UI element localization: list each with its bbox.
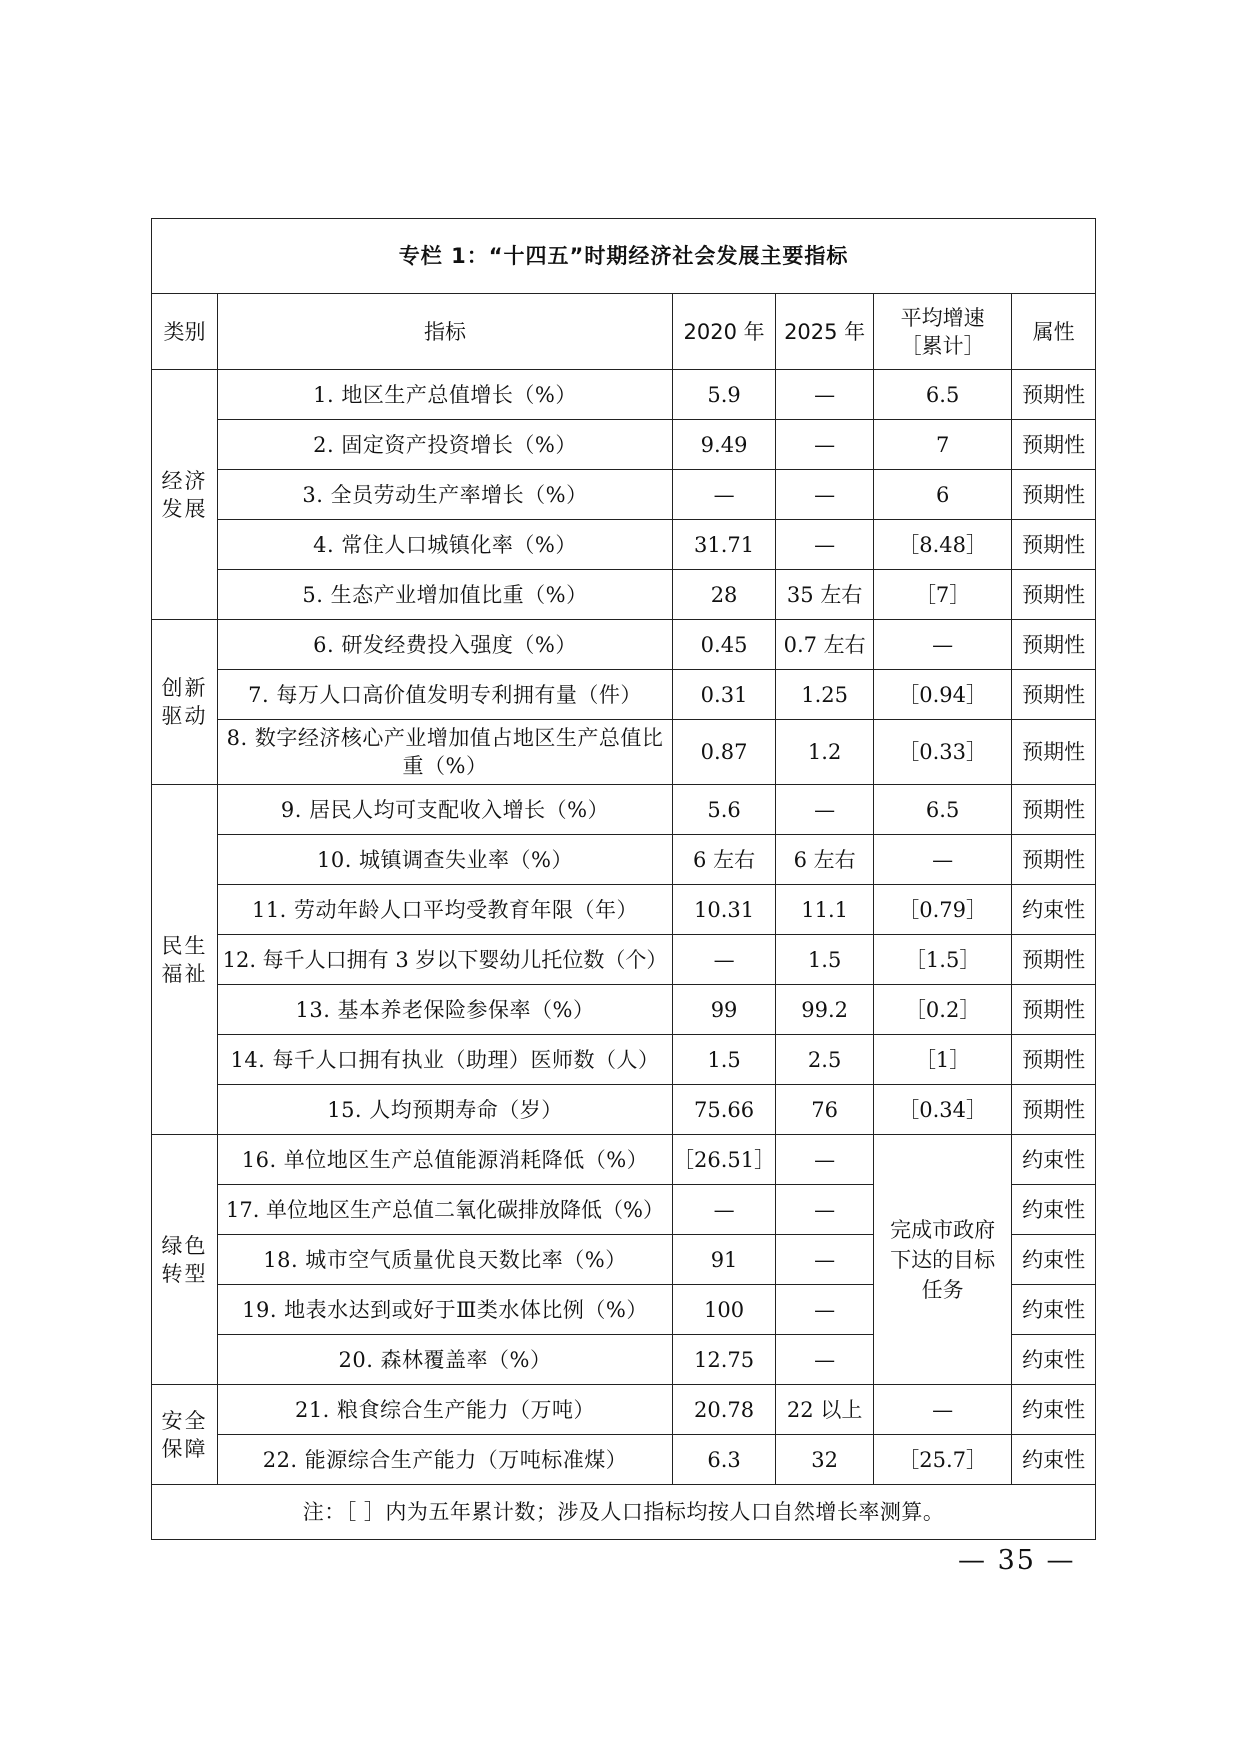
value-attribute: 约束性: [1012, 885, 1096, 935]
table-row: [152, 720, 1096, 785]
value-attribute: 预期性: [1012, 1085, 1096, 1135]
value-attribute: 预期性: [1012, 620, 1096, 670]
value-2020: 12.75: [673, 1335, 776, 1385]
value-2020: 1.5: [673, 1035, 776, 1085]
value-growth: 6: [874, 470, 1012, 520]
value-2020: —: [673, 470, 776, 520]
value-attribute: 预期性: [1012, 570, 1096, 620]
indicator-cell: 1. 地区生产总值增长（%）: [218, 370, 673, 420]
value-attribute: 预期性: [1012, 935, 1096, 985]
value-2025: 76: [776, 1085, 874, 1135]
table-row: [152, 570, 1096, 620]
category-innovation: 创新驱动: [152, 620, 218, 785]
indicator-cell: 7. 每万人口高价值发明专利拥有量（件）: [218, 670, 673, 720]
table-row: [152, 1135, 1096, 1185]
header-growth-line1: 平均增速: [900, 305, 985, 330]
value-growth: —: [874, 1385, 1012, 1435]
value-attribute: 约束性: [1012, 1235, 1096, 1285]
category-welfare: 民生福祉: [152, 785, 218, 1135]
value-2020: 0.31: [673, 670, 776, 720]
header-2025: 2025 年: [776, 294, 874, 370]
table-row: [152, 1435, 1096, 1485]
value-2025: 1.5: [776, 935, 874, 985]
value-attribute: 约束性: [1012, 1185, 1096, 1235]
value-attribute: 预期性: [1012, 520, 1096, 570]
category-economy: 经济发展: [152, 370, 218, 620]
value-2025: 2.5: [776, 1035, 874, 1085]
indicator-table-section: [151, 218, 1096, 1540]
value-2020: 91: [673, 1235, 776, 1285]
value-2020: 5.9: [673, 370, 776, 420]
value-2020: 0.87: [673, 720, 776, 785]
header-attribute: 属性: [1012, 294, 1096, 370]
table-row: [152, 670, 1096, 720]
indicators-table: [151, 218, 1096, 1540]
value-attribute: 预期性: [1012, 985, 1096, 1035]
table-row: [152, 935, 1096, 985]
value-attribute: 约束性: [1012, 1335, 1096, 1385]
value-2025: —: [776, 370, 874, 420]
indicator-cell: 9. 居民人均可支配收入增长（%）: [218, 785, 673, 835]
value-growth: 6.5: [874, 370, 1012, 420]
value-2025: 32: [776, 1435, 874, 1485]
page-number: — 35 —: [958, 1545, 1076, 1576]
indicator-cell: 14. 每千人口拥有执业（助理）医师数（人）: [218, 1035, 673, 1085]
value-2025: —: [776, 785, 874, 835]
value-2025: 0.7 左右: [776, 620, 874, 670]
value-attribute: 约束性: [1012, 1285, 1096, 1335]
value-growth: —: [874, 620, 1012, 670]
value-2020: 20.78: [673, 1385, 776, 1435]
indicator-cell: 21. 粮食综合生产能力（万吨）: [218, 1385, 673, 1435]
value-2025: —: [776, 1135, 874, 1185]
indicator-cell: 10. 城镇调查失业率（%）: [218, 835, 673, 885]
indicator-cell: 11. 劳动年龄人口平均受教育年限（年）: [218, 885, 673, 935]
value-growth: ［0.2］: [874, 985, 1012, 1035]
header-2020: 2020 年: [673, 294, 776, 370]
value-2020: —: [673, 935, 776, 985]
value-2025: —: [776, 1235, 874, 1285]
value-growth: ［1.5］: [874, 935, 1012, 985]
table-row: [152, 420, 1096, 470]
value-2020: 9.49: [673, 420, 776, 470]
value-2025: 35 左右: [776, 570, 874, 620]
value-growth: ［25.7］: [874, 1435, 1012, 1485]
value-growth: 7: [874, 420, 1012, 470]
category-green: 绿色转型: [152, 1135, 218, 1385]
indicator-cell: 3. 全员劳动生产率增长（%）: [218, 470, 673, 520]
value-attribute: 预期性: [1012, 420, 1096, 470]
value-2020: ［26.51］: [673, 1135, 776, 1185]
table-row: [152, 620, 1096, 670]
value-2025: 11.1: [776, 885, 874, 935]
table-row: [152, 835, 1096, 885]
table-row: [152, 985, 1096, 1035]
value-2020: 99: [673, 985, 776, 1035]
value-growth: ［7］: [874, 570, 1012, 620]
value-attribute: 预期性: [1012, 470, 1096, 520]
value-2020: 6.3: [673, 1435, 776, 1485]
value-growth: ［0.33］: [874, 720, 1012, 785]
value-2025: —: [776, 470, 874, 520]
table-row: [152, 370, 1096, 420]
value-2025: 99.2: [776, 985, 874, 1035]
value-attribute: 约束性: [1012, 1135, 1096, 1185]
value-growth: ［8.48］: [874, 520, 1012, 570]
indicator-cell: 17. 单位地区生产总值二氧化碳排放降低（%）: [218, 1185, 673, 1235]
value-2025: 1.2: [776, 720, 874, 785]
indicator-cell: 22. 能源综合生产能力（万吨标准煤）: [218, 1435, 673, 1485]
table-row: [152, 470, 1096, 520]
value-growth: ［0.94］: [874, 670, 1012, 720]
value-growth: ［0.79］: [874, 885, 1012, 935]
indicator-cell: 12. 每千人口拥有 3 岁以下婴幼儿托位数（个）: [218, 935, 673, 985]
value-2020: 0.45: [673, 620, 776, 670]
value-growth: —: [874, 835, 1012, 885]
green-merged-growth: 完成市政府下达的目标任务: [874, 1135, 1012, 1385]
indicator-cell: 19. 地表水达到或好于Ⅲ类水体比例（%）: [218, 1285, 673, 1335]
value-2025: —: [776, 1285, 874, 1335]
indicator-cell: 4. 常住人口城镇化率（%）: [218, 520, 673, 570]
value-attribute: 预期性: [1012, 370, 1096, 420]
value-2020: 28: [673, 570, 776, 620]
category-security: 安全保障: [152, 1385, 218, 1485]
indicator-cell: 15. 人均预期寿命（岁）: [218, 1085, 673, 1135]
value-2025: —: [776, 1185, 874, 1235]
value-2025: 22 以上: [776, 1385, 874, 1435]
value-2020: 100: [673, 1285, 776, 1335]
value-growth: ［0.34］: [874, 1085, 1012, 1135]
value-growth: ［1］: [874, 1035, 1012, 1085]
value-growth: 6.5: [874, 785, 1012, 835]
indicator-cell: 20. 森林覆盖率（%）: [218, 1335, 673, 1385]
table-title: 专栏 1：“十四五”时期经济社会发展主要指标: [152, 219, 1096, 294]
value-attribute: 预期性: [1012, 835, 1096, 885]
value-2020: 31.71: [673, 520, 776, 570]
value-attribute: 预期性: [1012, 785, 1096, 835]
value-2025: —: [776, 1335, 874, 1385]
value-2020: 10.31: [673, 885, 776, 935]
table-note: 注：［ ］内为五年累计数；涉及人口指标均按人口自然增长率测算。: [152, 1485, 1096, 1540]
table-row: [152, 1385, 1096, 1435]
table-row: [152, 885, 1096, 935]
header-indicator: 指标: [218, 294, 673, 370]
header-category: 类别: [152, 294, 218, 370]
value-2025: 6 左右: [776, 835, 874, 885]
value-2020: 5.6: [673, 785, 776, 835]
table-row: [152, 520, 1096, 570]
header-growth: [874, 294, 1012, 370]
value-attribute: 约束性: [1012, 1385, 1096, 1435]
value-2025: —: [776, 420, 874, 470]
table-row: [152, 1085, 1096, 1135]
table-row: [152, 785, 1096, 835]
header-growth-line2: ［累计］: [900, 333, 985, 358]
indicator-cell: 16. 单位地区生产总值能源消耗降低（%）: [218, 1135, 673, 1185]
indicator-cell: 18. 城市空气质量优良天数比率（%）: [218, 1235, 673, 1285]
value-attribute: 预期性: [1012, 670, 1096, 720]
value-2025: —: [776, 520, 874, 570]
indicator-cell: 6. 研发经费投入强度（%）: [218, 620, 673, 670]
value-2020: 6 左右: [673, 835, 776, 885]
value-2025: 1.25: [776, 670, 874, 720]
value-attribute: 预期性: [1012, 1035, 1096, 1085]
indicator-cell: 2. 固定资产投资增长（%）: [218, 420, 673, 470]
indicator-cell: 5. 生态产业增加值比重（%）: [218, 570, 673, 620]
indicator-cell: 13. 基本养老保险参保率（%）: [218, 985, 673, 1035]
indicator-cell: 8. 数字经济核心产业增加值占地区生产总值比重（%）: [218, 720, 673, 785]
table-row: [152, 1035, 1096, 1085]
value-attribute: 约束性: [1012, 1435, 1096, 1485]
value-2020: 75.66: [673, 1085, 776, 1135]
value-attribute: 预期性: [1012, 720, 1096, 785]
value-2020: —: [673, 1185, 776, 1235]
